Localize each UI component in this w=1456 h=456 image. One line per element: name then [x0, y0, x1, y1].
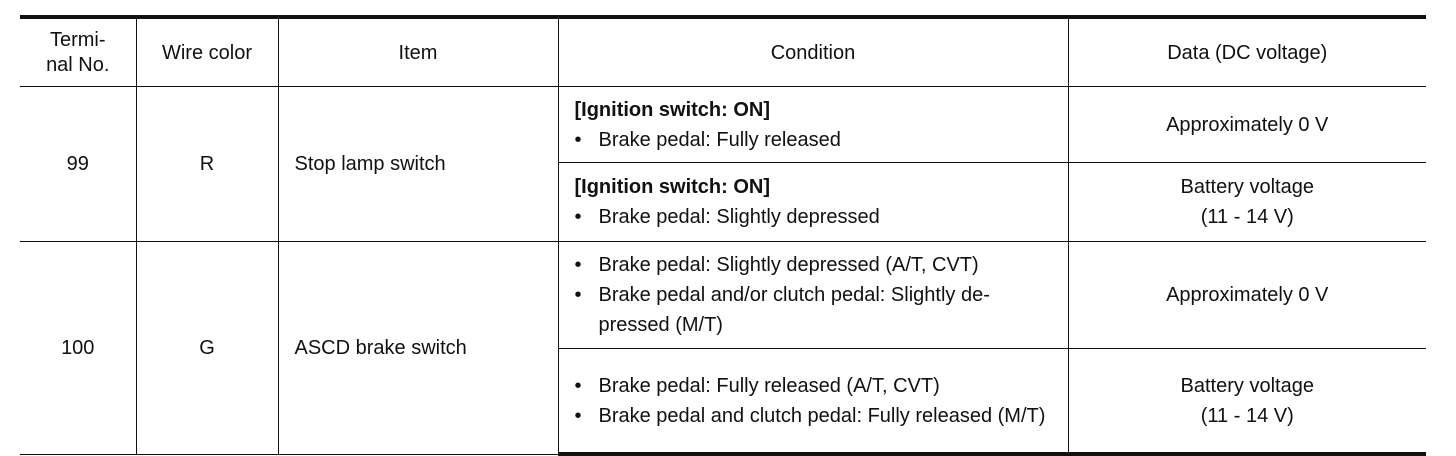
condition-list: [575, 202, 1058, 232]
condition-cell: [558, 163, 1068, 242]
header-terminal-line1: Termi-: [49, 28, 106, 51]
condition-text: Brake pedal: Slightly depressed (A/T, CVT): [598, 254, 979, 276]
data-value-range: (11 - 14 V): [1200, 404, 1294, 427]
bullet-marker: •: [574, 284, 582, 306]
header-terminal-no: [20, 17, 136, 87]
item-cell: ASCD brake switch: [278, 242, 558, 455]
data-cell: [1068, 242, 1426, 349]
bullet-marker: •: [574, 128, 582, 151]
condition-text: Brake pedal: Fully released (A/T, CVT): [598, 374, 940, 397]
bullet-marker: •: [574, 404, 582, 427]
condition-list: [575, 125, 1058, 155]
bullet-marker: •: [574, 206, 582, 228]
condition-list: [575, 250, 1058, 340]
terminal-no-cell: 99: [20, 87, 136, 242]
condition-cell: [558, 349, 1068, 455]
table-row: [20, 242, 1426, 349]
condition-item: [575, 250, 1058, 280]
condition-text: Brake pedal: Fully released: [598, 128, 841, 151]
condition-item: [575, 371, 1058, 401]
data-value: Battery voltage: [1180, 374, 1314, 397]
wire-color-cell: G: [136, 242, 278, 455]
condition-cell: [558, 87, 1068, 163]
condition-cell: [558, 242, 1068, 349]
header-wire-color: Wire color: [136, 17, 278, 87]
table-row: [20, 87, 1426, 163]
condition-item: [575, 280, 1058, 340]
condition-title: [Ignition switch: ON]: [574, 176, 771, 198]
bullet-marker: •: [574, 374, 582, 397]
header-terminal-line2: nal No.: [46, 53, 110, 76]
header-data: Data (DC voltage): [1068, 17, 1426, 87]
data-value: Approximately 0 V: [1166, 284, 1329, 306]
item-cell: Stop lamp switch: [278, 87, 558, 242]
data-cell: [1068, 163, 1426, 242]
data-value-range: (11 - 14 V): [1200, 206, 1294, 228]
data-cell: [1068, 87, 1426, 163]
data-value: Approximately 0 V: [1166, 113, 1329, 136]
terminal-no-cell: 100: [20, 242, 136, 455]
condition-title: [Ignition switch: ON]: [574, 98, 771, 121]
data-value: Battery voltage: [1180, 176, 1314, 198]
condition-text: Brake pedal and clutch pedal: Fully released (M/T): [598, 404, 1046, 427]
condition-item: [575, 401, 1058, 431]
condition-item: [575, 125, 1058, 155]
condition-text: Brake pedal and/or clutch pedal: Slightly de-pressed (M/T): [598, 284, 990, 336]
table-header-row: [20, 17, 1426, 87]
data-cell: [1068, 349, 1426, 455]
condition-list: [575, 371, 1058, 431]
header-item: Item: [278, 17, 558, 87]
terminal-data-table: [20, 15, 1426, 456]
condition-item: [575, 202, 1058, 232]
bullet-marker: •: [574, 254, 582, 276]
terminal-data-table-container: [20, 15, 1426, 456]
wire-color-cell: R: [136, 87, 278, 242]
header-condition: Condition: [558, 17, 1068, 87]
condition-text: Brake pedal: Slightly depressed: [598, 206, 880, 228]
